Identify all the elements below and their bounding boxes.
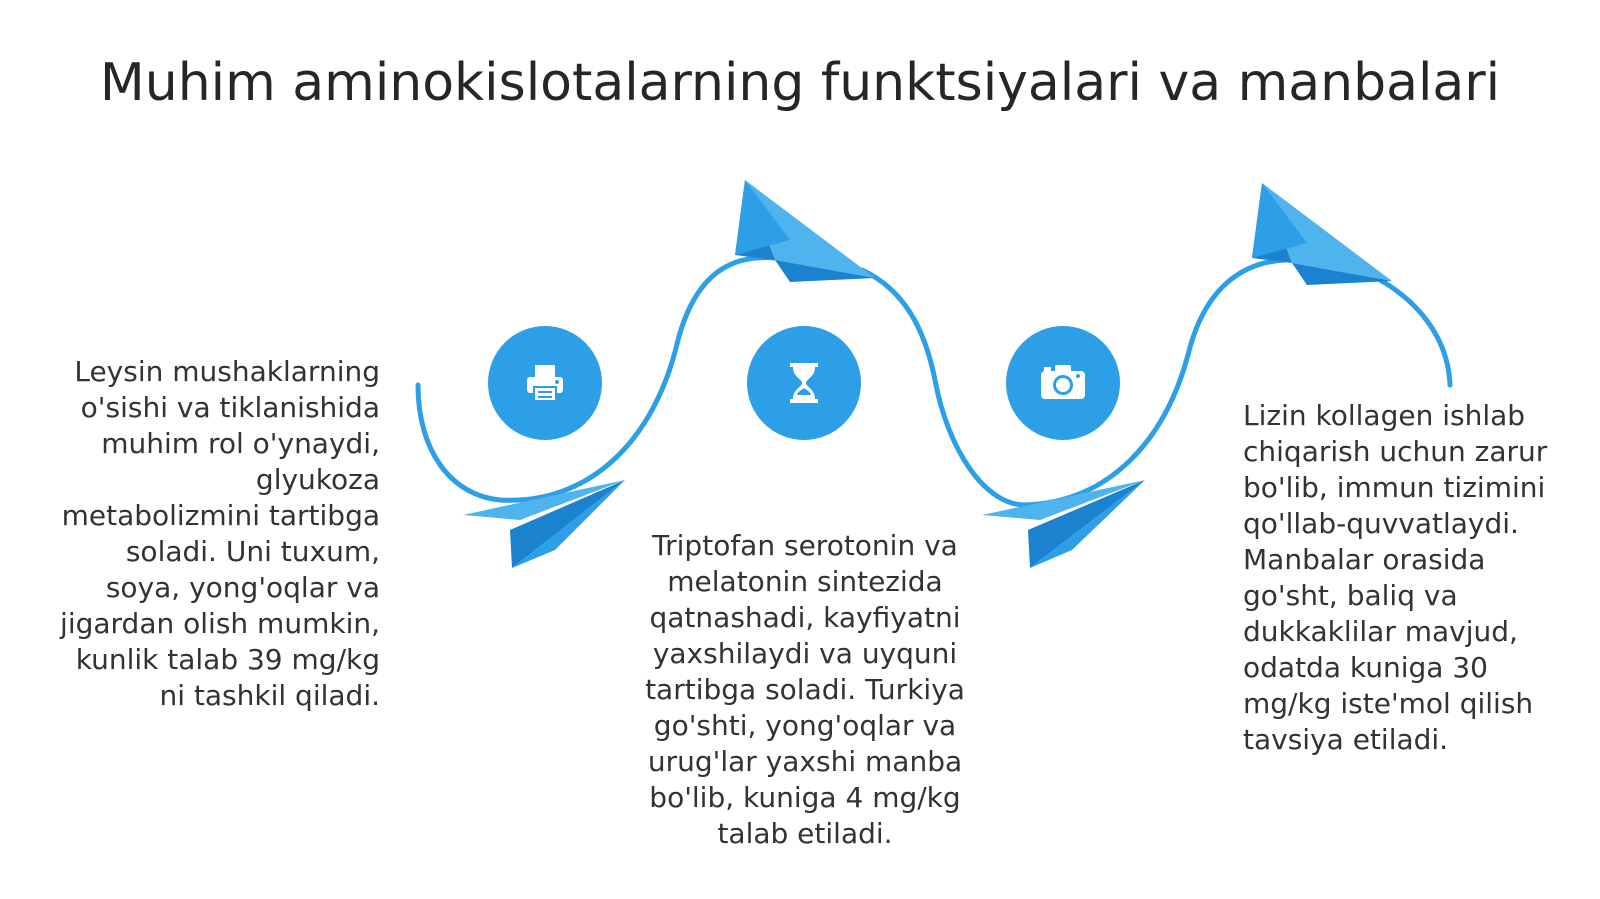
paper-plane-arrow [463,480,625,568]
page-title: Muhim aminokislotalarning funktsiyalari va manbalari [99,53,1501,113]
step-1-icon-circle [488,326,602,440]
step-3-icon-circle [1006,326,1120,440]
camera-icon [1038,361,1088,405]
paper-plane-arrow [982,480,1145,568]
paper-plane-arrow [1252,183,1392,285]
step-2-icon-circle [747,326,861,440]
wave-curve [1380,280,1450,385]
printer-icon [521,359,569,407]
paper-plane-arrow [735,180,875,282]
step-1-description: Leysin mushaklarning o'sishi va tiklanishida muhim rol o'ynaydi, glyukoza metabolizmini tartibga soladi. Uni tuxum, soya, yong'oqlar va jigardan olish mumkin, kunlik talab 39 mg/kg ni tashkil qiladi. [60,355,380,712]
step-3-description: Lizin kollagen ishlab chiqarish uchun zarur bo'lib, immun tizimini qo'llab-quvvatlaydi. Manbalar orasida go'sht, baliq va dukkaklilar mavjud, odatda kuniga 30 mg/kg iste'mol qilish tavsiya etiladi. [1243,399,1548,756]
hourglass-icon [782,359,826,407]
step-2-description: Triptofan serotonin va melatonin sintezida qatnashadi, kayfiyatni yaxshilaydi va uyquni tartibga soladi. Turkiya go'shti, yong'oqlar va urug'lar yaxshi manba bo'lib, kuniga 4 mg/kg talab etiladi. [645,529,965,850]
